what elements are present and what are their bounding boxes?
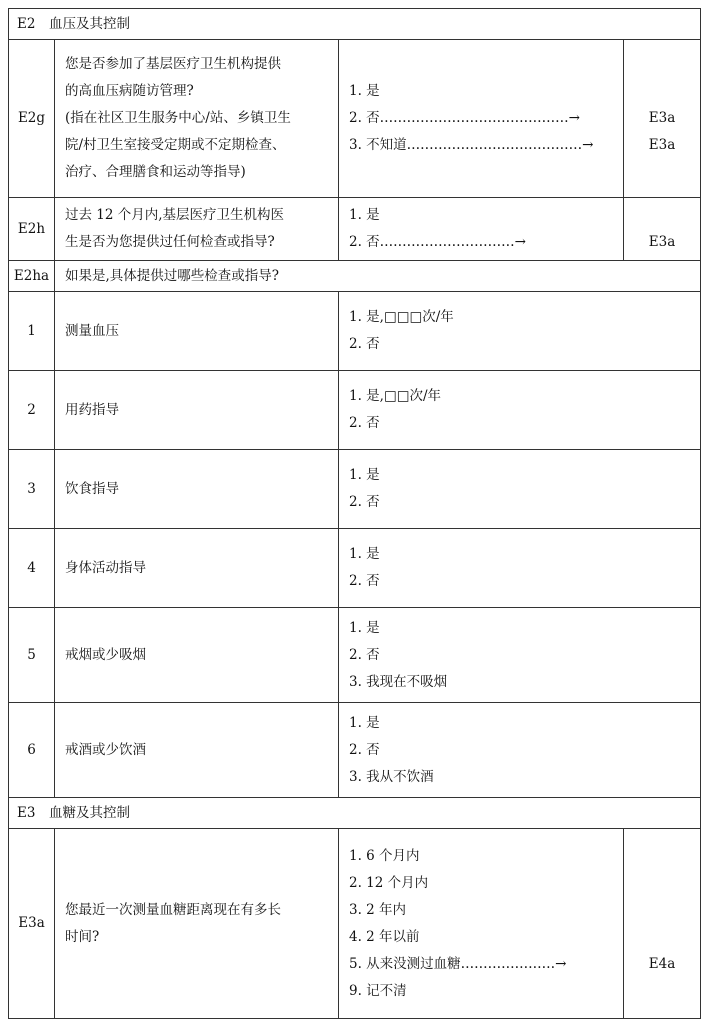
question-row-e2h <box>9 198 701 261</box>
subitem-row <box>9 292 701 371</box>
answer-options <box>339 703 701 798</box>
answer-option: 3. 我从不饮酒 <box>349 768 434 785</box>
subitem-row <box>9 529 701 608</box>
skip-target: E4a <box>648 955 676 972</box>
answer-option: 3. 2 年内 <box>349 901 407 918</box>
answer-option: 2. 否 <box>349 415 380 431</box>
item-text: 饮食指导 <box>55 450 339 529</box>
answer-option: 3. 我现在不吸烟 <box>349 673 448 690</box>
subquestion-header-e2ha <box>9 261 701 292</box>
skip-column <box>624 40 701 198</box>
question-text: 您最近一次测量血糖距离现在有多长 时间? <box>55 829 339 1019</box>
answer-option: 2. 否…………………………→ <box>349 234 526 250</box>
question-code: E3a <box>9 829 55 1019</box>
subquestion-text: 如果是,具体提供过哪些检查或指导? <box>55 261 701 292</box>
subitem-row <box>9 703 701 798</box>
answer-option: 2. 否 <box>349 646 380 663</box>
section-code: E3 <box>17 804 36 821</box>
skip-target: E3a <box>648 110 676 126</box>
answer-option: 1. 是 <box>349 714 380 731</box>
item-number: 2 <box>9 371 55 450</box>
section-title: 血糖及其控制 <box>49 804 130 821</box>
answer-option: 1. 是 <box>349 207 380 223</box>
answer-option: 3. 不知道…………………………………→ <box>349 137 594 153</box>
question-text: 过去 12 个月内,基层医疗卫生机构医 生是否为您提供过任何检查或指导? <box>55 198 339 261</box>
item-number: 4 <box>9 529 55 608</box>
skip-column <box>624 829 701 1019</box>
answer-option: 2. 否 <box>349 741 380 758</box>
answer-option: 1. 是,□□□次/年 <box>349 309 454 325</box>
answer-options <box>339 40 624 198</box>
answer-option: 2. 12 个月内 <box>349 874 429 891</box>
subitem-row <box>9 608 701 703</box>
section-header-e3 <box>9 798 701 829</box>
answer-option: 1. 是 <box>349 619 380 636</box>
answer-option: 2. 否 <box>349 573 380 589</box>
answer-option: 4. 2 年以前 <box>349 928 420 945</box>
item-number: 1 <box>9 292 55 371</box>
answer-option: 1. 是 <box>349 467 380 483</box>
skip-target: E3a <box>648 234 676 250</box>
item-number: 5 <box>9 608 55 703</box>
answer-options <box>339 450 701 529</box>
answer-option: 9. 记不清 <box>349 982 407 999</box>
section-header-e2 <box>9 9 701 40</box>
answer-option: 1. 是 <box>349 83 380 99</box>
item-text: 戒酒或少饮酒 <box>55 703 339 798</box>
item-text: 戒烟或少吸烟 <box>55 608 339 703</box>
item-text: 用药指导 <box>55 371 339 450</box>
answer-options <box>339 529 701 608</box>
answer-option: 2. 否 <box>349 494 380 510</box>
skip-column <box>624 198 701 261</box>
item-text: 身体活动指导 <box>55 529 339 608</box>
answer-options <box>339 608 701 703</box>
answer-option: 5. 从来没测过血糖…………………→ <box>349 955 567 972</box>
answer-option: 1. 是,□□次/年 <box>349 388 442 404</box>
questionnaire-page <box>8 8 700 1019</box>
section-title: 血压及其控制 <box>49 15 130 32</box>
subitem-row <box>9 371 701 450</box>
question-row-e2g <box>9 40 701 198</box>
question-code: E2ha <box>9 261 55 292</box>
section-code: E2 <box>17 15 36 32</box>
item-text: 测量血压 <box>55 292 339 371</box>
answer-options <box>339 198 624 261</box>
question-text: 您是否参加了基层医疗卫生机构提供 的高血压病随访管理? (指在社区卫生服务中心/站、乡镇卫生 院/村卫生室接受定期或不定期检查、 治疗、合理膳食和运动等指导) <box>55 40 339 198</box>
answer-option: 1. 是 <box>349 546 380 562</box>
question-row-e3a <box>9 829 701 1019</box>
answer-options <box>339 829 624 1019</box>
answer-option: 2. 否……………………………………→ <box>349 110 580 126</box>
skip-target: E3a <box>648 137 676 153</box>
question-code: E2g <box>9 40 55 198</box>
answer-option: 1. 6 个月内 <box>349 847 420 864</box>
question-code: E2h <box>9 198 55 261</box>
answer-options <box>339 292 701 371</box>
subitem-row <box>9 450 701 529</box>
questionnaire-table <box>8 8 701 1019</box>
answer-options <box>339 371 701 450</box>
item-number: 6 <box>9 703 55 798</box>
item-number: 3 <box>9 450 55 529</box>
answer-option: 2. 否 <box>349 336 380 352</box>
